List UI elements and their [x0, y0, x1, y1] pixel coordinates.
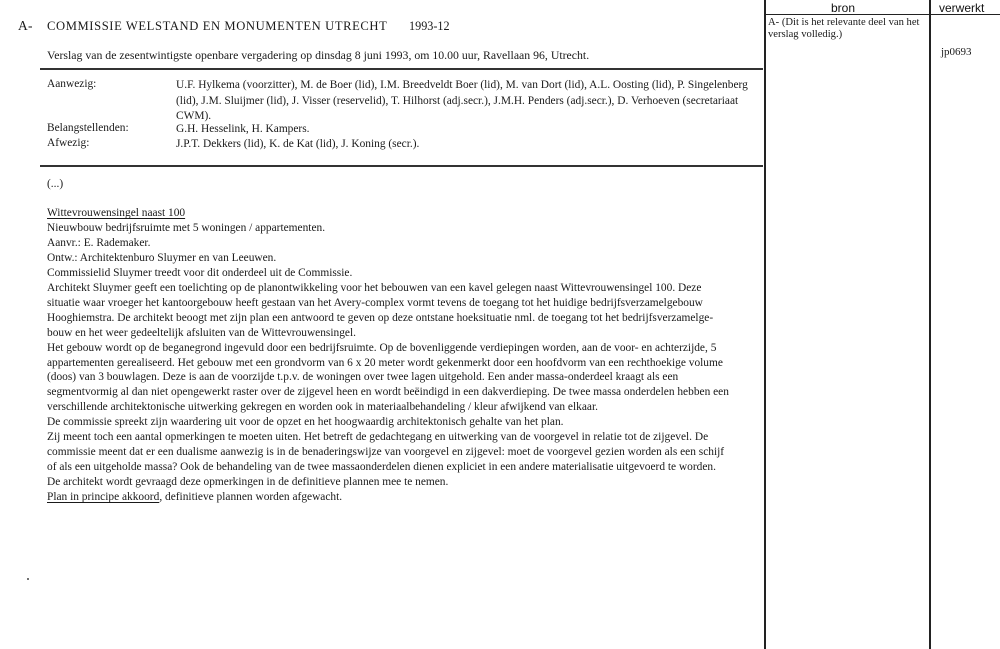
- agenda-line: Ontw.: Architektenburo Sluymer en van Leeuwen.: [47, 251, 277, 264]
- agenda-line: Nieuwbouw bedrijfsruimte met 5 woningen / appartementen.: [47, 221, 326, 234]
- agenda-line: bouw en het weer gedeeltelijk afsluiten van de Wittevrouwensingel.: [47, 326, 356, 339]
- scan-speck: [27, 578, 29, 580]
- attendance-label-absent: Afwezig:: [47, 137, 90, 149]
- divider-top: [40, 68, 763, 70]
- conclusion-line: [47, 490, 761, 505]
- column-divider-left: [764, 0, 766, 649]
- agenda-line: De architekt wordt gevraagd deze opmerkingen in de definitieve plannen mee te nemen.: [47, 476, 449, 489]
- attendance-label-present: Aanwezig:: [47, 78, 97, 90]
- period-code: 1993-12: [409, 19, 450, 33]
- agenda-line: situatie waar vroeger het kantoorgebouw heeft gestaan van het Avery-complex vormt tevens de toegang tot het huidige bedrijfsverzamelgebouw: [47, 296, 703, 309]
- document-prefix: A-: [18, 18, 33, 33]
- agenda-line: Zij meent toch een aantal opmerkingen te moeten uiten. Het betreft de gedachtegang en uitwerking van de voorgevel in relatie tot de zijgevel. De: [47, 431, 709, 444]
- attendance-value-absent: J.P.T. Dekkers (lid), K. de Kat (lid), J. Koning (secr.).: [176, 138, 420, 150]
- column-divider-right: [929, 0, 931, 649]
- conclusion-rest: , definitieve plannen worden afgewacht.: [159, 491, 343, 504]
- agenda-line: Het gebouw wordt op de beganegrond ingevuld door een bedrijfsruimte. Op de bovenliggende verdiepingen worden, aan de voor- en achterzijde, 5: [47, 341, 717, 354]
- agenda-line: verschillende architektonische uitwerking gekregen en worden ook in materiaalbehandeling / kleur afwijkend van elkaar.: [47, 401, 598, 414]
- omission-marker: (...): [47, 178, 64, 190]
- bron-note: A- (Dit is het relevante deel van het verslag volledig.): [768, 17, 920, 40]
- agenda-line: commissie meent dat er een dualisme aanwezig is in de benaderingswijze van voorgevel en zijgevel: moet de voorgevel gezien worden als een schijf: [47, 446, 725, 459]
- divider-bottom: [40, 165, 763, 167]
- attendance-value-present: U.F. Hylkema (voorzitter), M. de Boer (lid), I.M. Breedveldt Boer (lid), M. van Dort (lid), A.L. Oosting (lid), P. Singelenberg (lid), J.M. Sluijmer (lid), J. Visser (reservelid), T. Hilhorst (adj.secr.), J.M.H. Penders (adj.secr.), D. Verhoeven (secretariaat CWM).: [176, 79, 748, 123]
- agenda-line: Aanvr.: E. Rademaker.: [47, 236, 151, 249]
- agenda-line: De commissie spreekt zijn waardering uit voor de opzet en het hoogwaardig architektonisch gehalte van het plan.: [47, 416, 564, 429]
- attendance-label-interested: Belangstellenden:: [47, 122, 129, 134]
- conclusion-verdict: Plan in principe akkoord: [47, 491, 160, 504]
- agenda-line: segmentvormig al dan niet opengewerkt raster over de zijgevel heen en wordt beëindigd in een dakverdieping. De twee massa onderdelen hebben een: [47, 386, 729, 399]
- attendance-value-interested: G.H. Hesselink, H. Kampers.: [176, 123, 310, 135]
- verwerkt-code: jp0693: [941, 46, 972, 58]
- agenda-line: Hooghiemstra. De architekt beoogt met zijn plan een antwoord te geven op deze ontstane hoeksituatie nml. de toegang tot het bedrijfsverzamelge-: [47, 311, 714, 324]
- organisation-title: COMMISSIE WELSTAND EN MONUMENTEN UTRECHT: [47, 19, 388, 33]
- agenda-line: appartementen gerealiseerd. Het gebouw met een grondvorm van 6 x 20 meter wordt gekenmerkt door een hoofdvorm van een rechthoekige volume: [47, 356, 723, 369]
- column-header-verwerkt: verwerkt: [939, 1, 985, 15]
- meeting-line: Verslag van de zesentwintigste openbare vergadering op dinsdag 8 juni 1993, om 10.00 uur, Ravellaan 96, Utrecht.: [47, 48, 590, 62]
- agenda-line: Commissielid Sluymer treedt voor dit onderdeel uit de Commissie.: [47, 266, 353, 279]
- agenda-item: [47, 206, 761, 505]
- agenda-line: of als een uitgeholde massa? Ook de behandeling van de twee massaonderdelen dienen expliciet in een andere materialisatie uitgevoerd te worden.: [47, 461, 716, 474]
- agenda-item-title: Wittevrouwensingel naast 100: [47, 207, 186, 219]
- column-header-bron: bron: [831, 1, 856, 15]
- agenda-line: Architekt Sluymer geeft een toelichting op de planontwikkeling voor het bebouwen van een kavel gelegen naast Wittevrouwensingel 100. Deze: [47, 281, 702, 294]
- agenda-line: (doos) van 3 bouwlagen. Deze is aan de voorzijde t.p.v. de woningen over twee lagen uitgehold. Een ander massa-onderdeel kraagt als een: [47, 371, 679, 384]
